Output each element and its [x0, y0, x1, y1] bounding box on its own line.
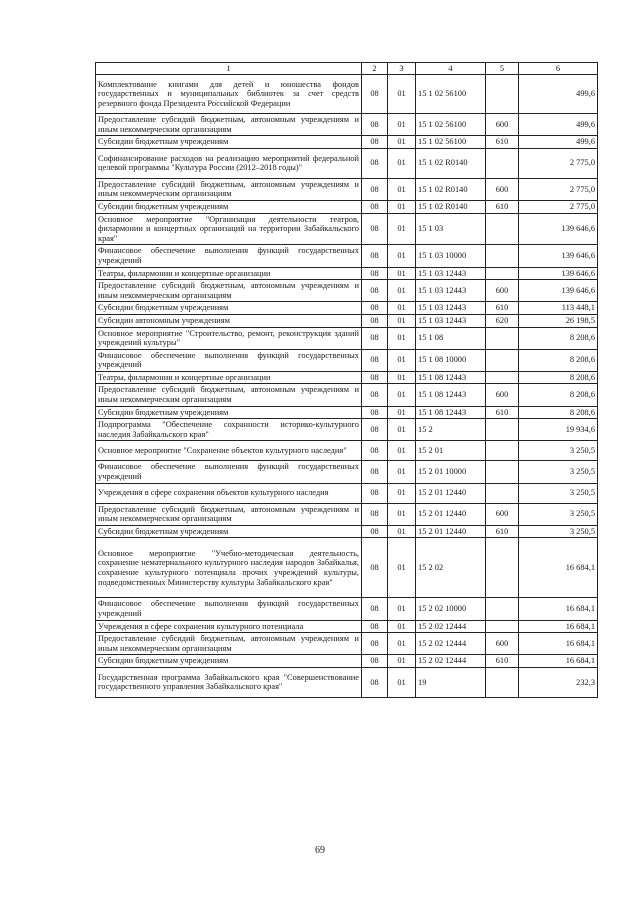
- subsection-code-cell: 01: [388, 655, 416, 668]
- amount-cell: 26 198,5: [519, 314, 598, 327]
- amount-cell: 16 684,1: [519, 620, 598, 633]
- item-name-cell: Софинансирование расходов на реализацию мероприятий федеральной целевой программы "Культура России (2012–2018 годы)": [96, 148, 362, 178]
- item-name-cell: Субсидии автономным учреждениям: [96, 314, 362, 327]
- header-cell: 1: [96, 63, 362, 75]
- amount-cell: 139 646,6: [519, 267, 598, 280]
- target-article-cell: 15 2 02 12444: [416, 633, 486, 655]
- subsection-code-cell: 01: [388, 419, 416, 441]
- table-row: [96, 200, 598, 213]
- table-row: [96, 148, 598, 178]
- item-name-cell: Учреждения в сфере сохранения объектов культурного наследия: [96, 483, 362, 503]
- amount-cell: 8 208,6: [519, 371, 598, 384]
- target-article-cell: 15 1 02 56100: [416, 75, 486, 114]
- expense-type-cell: [486, 620, 519, 633]
- table-row: [96, 267, 598, 280]
- amount-cell: 139 646,6: [519, 213, 598, 245]
- target-article-cell: 19: [416, 667, 486, 697]
- item-name-cell: Предоставление субсидий бюджетным, автономным учреждениям и иным некоммерческим организациям: [96, 503, 362, 525]
- section-code-cell: 08: [362, 655, 388, 668]
- section-code-cell: 08: [362, 633, 388, 655]
- section-code-cell: 08: [362, 213, 388, 245]
- section-code-cell: 08: [362, 148, 388, 178]
- target-article-cell: 15 2 01 12440: [416, 483, 486, 503]
- subsection-code-cell: 01: [388, 667, 416, 697]
- table-row: [96, 136, 598, 149]
- target-article-cell: 15 1 08 12443: [416, 406, 486, 419]
- target-article-cell: 15 2 01: [416, 441, 486, 461]
- table-row: [96, 538, 598, 598]
- target-article-cell: 15 1 02 56100: [416, 114, 486, 136]
- amount-cell: 139 646,6: [519, 280, 598, 302]
- item-name-cell: Предоставление субсидий бюджетным, автономным учреждениям и иным некоммерческим организациям: [96, 178, 362, 200]
- amount-cell: 16 684,1: [519, 538, 598, 598]
- target-article-cell: 15 1 03 12443: [416, 314, 486, 327]
- section-code-cell: 08: [362, 667, 388, 697]
- expense-type-cell: [486, 667, 519, 697]
- subsection-code-cell: 01: [388, 349, 416, 371]
- table-row: [96, 655, 598, 668]
- amount-cell: 2 775,0: [519, 148, 598, 178]
- target-article-cell: 15 1 08 12443: [416, 371, 486, 384]
- target-article-cell: 15 2: [416, 419, 486, 441]
- target-article-cell: 15 2 02 12444: [416, 620, 486, 633]
- expense-type-cell: 600: [486, 280, 519, 302]
- table-row: [96, 598, 598, 620]
- table-row: [96, 314, 598, 327]
- item-name-cell: Театры, филармонии и концертные организации: [96, 267, 362, 280]
- table-row: [96, 406, 598, 419]
- section-code-cell: 08: [362, 200, 388, 213]
- amount-cell: 8 208,6: [519, 349, 598, 371]
- item-name-cell: Основное мероприятие "Учебно-методическая деятельность, сохранение нематериального культурного наследия народов Забайкалья, сохранение культурного потенциала прочих учреждений культуры, подведомственных Министерству культуры Забайкальского края": [96, 538, 362, 598]
- amount-cell: 3 250,5: [519, 503, 598, 525]
- target-article-cell: 15 2 02 10000: [416, 598, 486, 620]
- item-name-cell: Учреждения в сфере сохранения культурного потенциала: [96, 620, 362, 633]
- section-code-cell: 08: [362, 598, 388, 620]
- amount-cell: 2 775,0: [519, 178, 598, 200]
- amount-cell: 8 208,6: [519, 327, 598, 349]
- section-code-cell: 08: [362, 245, 388, 267]
- table-header-row: [96, 63, 598, 75]
- expense-type-cell: [486, 371, 519, 384]
- section-code-cell: 08: [362, 538, 388, 598]
- amount-cell: 113 448,1: [519, 302, 598, 315]
- expense-type-cell: [486, 461, 519, 483]
- target-article-cell: 15 2 02: [416, 538, 486, 598]
- item-name-cell: Государственная программа Забайкальского края "Совершенствование государственного управления Забайкальского края": [96, 667, 362, 697]
- item-name-cell: Финансовое обеспечение выполнения функций государственных учреждений: [96, 245, 362, 267]
- target-article-cell: 15 1 03: [416, 213, 486, 245]
- table-row: [96, 461, 598, 483]
- subsection-code-cell: 01: [388, 245, 416, 267]
- expense-type-cell: 610: [486, 655, 519, 668]
- target-article-cell: 15 2 01 10000: [416, 461, 486, 483]
- table-row: [96, 245, 598, 267]
- header-cell: 5: [486, 63, 519, 75]
- section-code-cell: 08: [362, 441, 388, 461]
- target-article-cell: 15 1 02 56100: [416, 136, 486, 149]
- amount-cell: 19 934,6: [519, 419, 598, 441]
- table-row: [96, 178, 598, 200]
- amount-cell: 8 208,6: [519, 406, 598, 419]
- expense-type-cell: [486, 75, 519, 114]
- item-name-cell: Субсидии бюджетным учреждениям: [96, 525, 362, 538]
- target-article-cell: 15 1 02 R0140: [416, 178, 486, 200]
- table-row: [96, 633, 598, 655]
- target-article-cell: 15 1 02 R0140: [416, 200, 486, 213]
- table-row: [96, 349, 598, 371]
- expense-type-cell: 610: [486, 200, 519, 213]
- target-article-cell: 15 2 01 12440: [416, 503, 486, 525]
- amount-cell: 3 250,5: [519, 461, 598, 483]
- header-cell: 6: [519, 63, 598, 75]
- subsection-code-cell: 01: [388, 148, 416, 178]
- subsection-code-cell: 01: [388, 75, 416, 114]
- expense-type-cell: 600: [486, 384, 519, 406]
- target-article-cell: 15 1 02 R0140: [416, 148, 486, 178]
- page-number: 69: [315, 845, 325, 856]
- target-article-cell: 15 1 03 10000: [416, 245, 486, 267]
- section-code-cell: 08: [362, 327, 388, 349]
- section-code-cell: 08: [362, 349, 388, 371]
- section-code-cell: 08: [362, 406, 388, 419]
- section-code-cell: 08: [362, 314, 388, 327]
- section-code-cell: 08: [362, 483, 388, 503]
- expense-type-cell: 600: [486, 633, 519, 655]
- target-article-cell: 15 1 08 10000: [416, 349, 486, 371]
- item-name-cell: Субсидии бюджетным учреждениям: [96, 655, 362, 668]
- table-row: [96, 503, 598, 525]
- subsection-code-cell: 01: [388, 200, 416, 213]
- item-name-cell: Субсидии бюджетным учреждениям: [96, 302, 362, 315]
- section-code-cell: 08: [362, 302, 388, 315]
- table-row: [96, 483, 598, 503]
- expense-type-cell: 600: [486, 503, 519, 525]
- subsection-code-cell: 01: [388, 620, 416, 633]
- expense-type-cell: 620: [486, 314, 519, 327]
- subsection-code-cell: 01: [388, 441, 416, 461]
- item-name-cell: Финансовое обеспечение выполнения функций государственных учреждений: [96, 461, 362, 483]
- expense-type-cell: [486, 245, 519, 267]
- item-name-cell: Предоставление субсидий бюджетным, автономным учреждениям и иным некоммерческим организациям: [96, 384, 362, 406]
- amount-cell: 16 684,1: [519, 655, 598, 668]
- expense-type-cell: [486, 441, 519, 461]
- section-code-cell: 08: [362, 114, 388, 136]
- budget-table: [95, 62, 598, 698]
- item-name-cell: Предоставление субсидий бюджетным, автономным учреждениям и иным некоммерческим организациям: [96, 114, 362, 136]
- expense-type-cell: [486, 483, 519, 503]
- subsection-code-cell: 01: [388, 538, 416, 598]
- subsection-code-cell: 01: [388, 371, 416, 384]
- expense-type-cell: 610: [486, 406, 519, 419]
- section-code-cell: 08: [362, 525, 388, 538]
- amount-cell: 8 208,6: [519, 384, 598, 406]
- section-code-cell: 08: [362, 503, 388, 525]
- target-article-cell: 15 1 03 12443: [416, 267, 486, 280]
- item-name-cell: Комплектование книгами для детей и юношества фондов государственных и муниципальных библиотек за счет средств резервного фонда Президента Российской Федерации: [96, 75, 362, 114]
- item-name-cell: Предоставление субсидий бюджетным, автономным учреждениям и иным некоммерческим организациям: [96, 280, 362, 302]
- item-name-cell: Основное мероприятие "Сохранение объектов культурного наследия": [96, 441, 362, 461]
- item-name-cell: Финансовое обеспечение выполнения функций государственных учреждений: [96, 598, 362, 620]
- section-code-cell: 08: [362, 384, 388, 406]
- subsection-code-cell: 01: [388, 598, 416, 620]
- header-cell: 4: [416, 63, 486, 75]
- expense-type-cell: [486, 349, 519, 371]
- subsection-code-cell: 01: [388, 503, 416, 525]
- amount-cell: 2 775,0: [519, 200, 598, 213]
- subsection-code-cell: 01: [388, 280, 416, 302]
- section-code-cell: 08: [362, 620, 388, 633]
- expense-type-cell: [486, 419, 519, 441]
- target-article-cell: 15 1 03 12443: [416, 280, 486, 302]
- section-code-cell: 08: [362, 280, 388, 302]
- subsection-code-cell: 01: [388, 114, 416, 136]
- amount-cell: 232,3: [519, 667, 598, 697]
- table-row: [96, 384, 598, 406]
- item-name-cell: Основное мероприятие "Строительство, ремонт, реконструкция зданий учреждений культуры": [96, 327, 362, 349]
- expense-type-cell: [486, 213, 519, 245]
- expense-type-cell: [486, 598, 519, 620]
- subsection-code-cell: 01: [388, 178, 416, 200]
- expense-type-cell: 600: [486, 114, 519, 136]
- item-name-cell: Субсидии бюджетным учреждениям: [96, 136, 362, 149]
- target-article-cell: 15 1 08 12443: [416, 384, 486, 406]
- subsection-code-cell: 01: [388, 136, 416, 149]
- table-row: [96, 75, 598, 114]
- subsection-code-cell: 01: [388, 483, 416, 503]
- amount-cell: 499,6: [519, 114, 598, 136]
- subsection-code-cell: 01: [388, 461, 416, 483]
- table-row: [96, 327, 598, 349]
- subsection-code-cell: 01: [388, 327, 416, 349]
- expense-type-cell: [486, 148, 519, 178]
- amount-cell: 499,6: [519, 136, 598, 149]
- amount-cell: 16 684,1: [519, 598, 598, 620]
- subsection-code-cell: 01: [388, 302, 416, 315]
- subsection-code-cell: 01: [388, 314, 416, 327]
- target-article-cell: 15 1 03 12443: [416, 302, 486, 315]
- subsection-code-cell: 01: [388, 384, 416, 406]
- section-code-cell: 08: [362, 267, 388, 280]
- amount-cell: 3 250,5: [519, 483, 598, 503]
- table-row: [96, 302, 598, 315]
- item-name-cell: Подпрограмма "Обеспечение сохранности историко-культурного наследия Забайкальского края": [96, 419, 362, 441]
- expense-type-cell: [486, 267, 519, 280]
- expense-type-cell: [486, 327, 519, 349]
- subsection-code-cell: 01: [388, 633, 416, 655]
- expense-type-cell: [486, 538, 519, 598]
- table-body: [96, 75, 598, 698]
- table-row: [96, 667, 598, 697]
- subsection-code-cell: 01: [388, 267, 416, 280]
- table-row: [96, 114, 598, 136]
- section-code-cell: 08: [362, 461, 388, 483]
- table-row: [96, 419, 598, 441]
- amount-cell: 3 250,5: [519, 525, 598, 538]
- table-row: [96, 371, 598, 384]
- item-name-cell: Предоставление субсидий бюджетным, автономным учреждениям и иным некоммерческим организациям: [96, 633, 362, 655]
- table-row: [96, 280, 598, 302]
- expense-type-cell: 610: [486, 302, 519, 315]
- item-name-cell: Театры, филармонии и концертные организации: [96, 371, 362, 384]
- subsection-code-cell: 01: [388, 525, 416, 538]
- amount-cell: 139 646,6: [519, 245, 598, 267]
- item-name-cell: Финансовое обеспечение выполнения функций государственных учреждений: [96, 349, 362, 371]
- header-cell: 2: [362, 63, 388, 75]
- section-code-cell: 08: [362, 371, 388, 384]
- section-code-cell: 08: [362, 136, 388, 149]
- section-code-cell: 08: [362, 419, 388, 441]
- item-name-cell: Субсидии бюджетным учреждениям: [96, 200, 362, 213]
- expense-type-cell: 610: [486, 136, 519, 149]
- target-article-cell: 15 1 08: [416, 327, 486, 349]
- table-row: [96, 525, 598, 538]
- expense-type-cell: 610: [486, 525, 519, 538]
- amount-cell: 16 684,1: [519, 633, 598, 655]
- amount-cell: 499,6: [519, 75, 598, 114]
- target-article-cell: 15 2 02 12444: [416, 655, 486, 668]
- header-cell: 3: [388, 63, 416, 75]
- subsection-code-cell: 01: [388, 406, 416, 419]
- subsection-code-cell: 01: [388, 213, 416, 245]
- table-row: [96, 213, 598, 245]
- target-article-cell: 15 2 01 12440: [416, 525, 486, 538]
- section-code-cell: 08: [362, 75, 388, 114]
- table-row: [96, 441, 598, 461]
- section-code-cell: 08: [362, 178, 388, 200]
- item-name-cell: Субсидии бюджетным учреждениям: [96, 406, 362, 419]
- amount-cell: 3 250,5: [519, 441, 598, 461]
- expense-type-cell: 600: [486, 178, 519, 200]
- table-row: [96, 620, 598, 633]
- item-name-cell: Основное мероприятие "Организация деятельности театров, филармонии и концертных организаций на территории Забайкальского края": [96, 213, 362, 245]
